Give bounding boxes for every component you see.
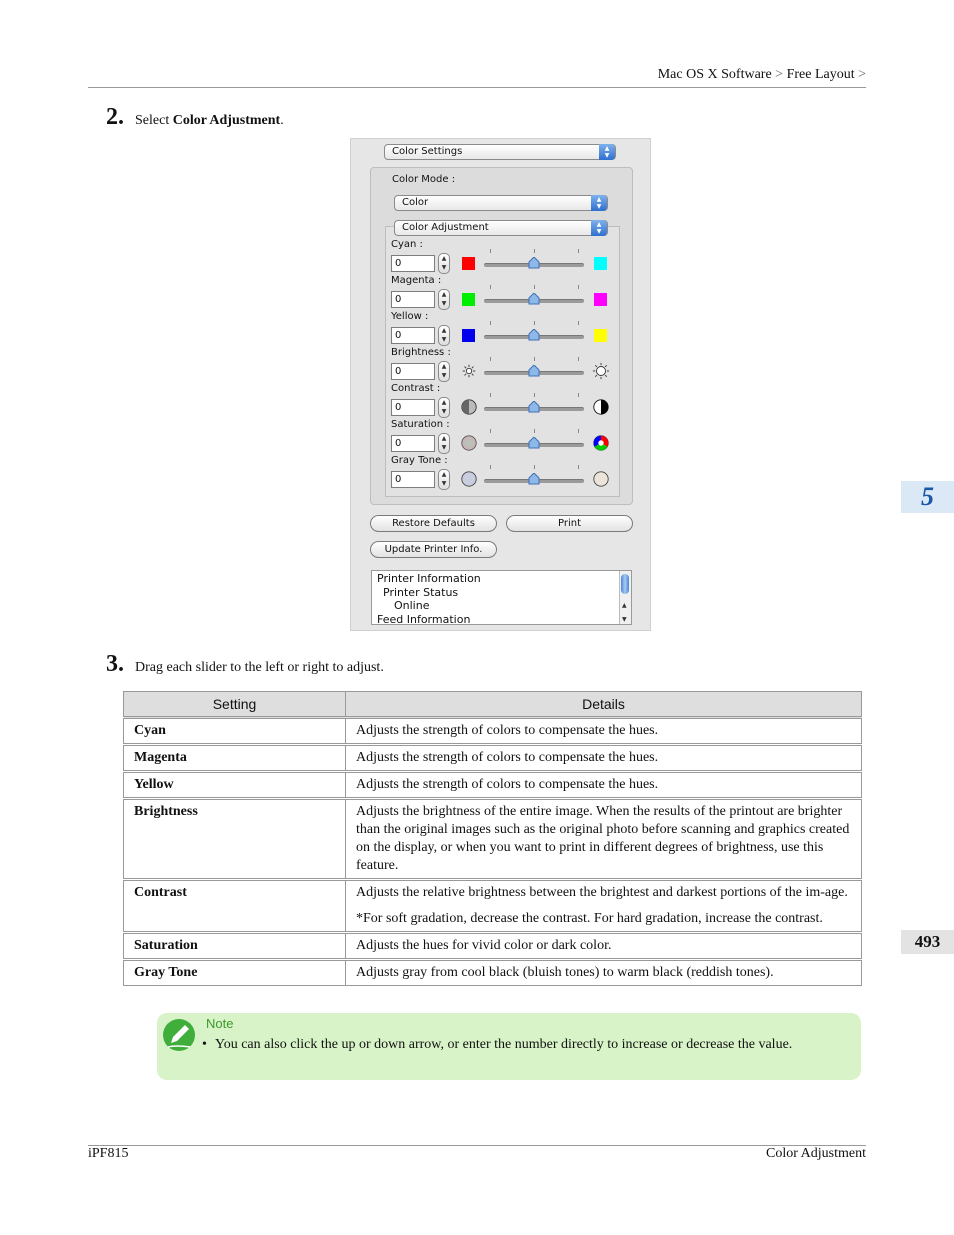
slider-tick [578, 285, 579, 289]
slider-value-input[interactable]: 0 [391, 435, 435, 452]
table-row [124, 880, 862, 933]
cool-gray-icon [460, 470, 478, 491]
slider-tick [578, 249, 579, 253]
setting-details: Adjusts the brightness of the entire image. When the results of the printout are brighter than the original images such as the original photo before scanning and graphics created on the display, or when you want to print in different degrees of brightness, use this feature. [346, 799, 862, 880]
stepper-up-icon[interactable]: ▲ [441, 327, 447, 334]
slider-tick [490, 465, 491, 469]
slider-label: Contrast : [391, 383, 441, 394]
slider-knob[interactable] [528, 329, 540, 341]
dim-sun-icon [460, 362, 478, 383]
value-stepper[interactable] [438, 289, 450, 310]
slider-tick [578, 429, 579, 433]
value-stepper[interactable] [438, 433, 450, 454]
setting-details: Adjusts the strength of colors to compensate the hues. [346, 718, 862, 745]
slider-tick [578, 357, 579, 361]
setting-details-text: Adjusts the relative brightness between the brightest and darkest portions of the im-age. [356, 885, 848, 900]
stepper-down-icon[interactable]: ▼ [441, 264, 447, 271]
bright-sun-icon [592, 362, 610, 383]
column-header-setting: Setting [124, 692, 346, 718]
stepper-down-icon[interactable]: ▼ [441, 336, 447, 343]
value-stepper[interactable] [438, 397, 450, 418]
value-stepper[interactable] [438, 325, 450, 346]
breadcrumb-separator: > [775, 67, 784, 82]
stepper-down-icon[interactable]: ▼ [441, 300, 447, 307]
color-settings-panel [350, 138, 651, 631]
slider-tick [534, 465, 535, 469]
breadcrumb-separator: > [858, 67, 866, 82]
slider-tick [490, 285, 491, 289]
setting-details [346, 880, 862, 933]
list-item[interactable]: Printer Information [377, 572, 481, 585]
slider-value-input[interactable]: 0 [391, 327, 435, 344]
note-text [202, 1036, 852, 1054]
slider-tick [490, 393, 491, 397]
slider-label: Magenta : [391, 275, 442, 286]
list-item[interactable]: Online [394, 599, 430, 612]
chapter-tab[interactable]: 5 [901, 481, 954, 513]
value-stepper[interactable] [438, 361, 450, 382]
color-mode-select[interactable] [394, 195, 608, 211]
color-mode-label: Color Mode : [392, 174, 456, 185]
blue-swatch-icon [462, 329, 475, 342]
slider-tick [534, 321, 535, 325]
high-saturation-icon [592, 434, 610, 455]
header-rule [88, 87, 866, 88]
breadcrumb [658, 67, 866, 83]
table-row [124, 799, 862, 880]
scroll-down-arrow-icon[interactable]: ▼ [622, 616, 627, 623]
setting-name: Gray Tone [124, 960, 346, 986]
value-stepper[interactable] [438, 469, 450, 490]
slider-tick [534, 285, 535, 289]
select-arrows-icon: ▲ ▼ [591, 220, 607, 236]
setting-name: Magenta [124, 745, 346, 772]
note-title: Note [206, 1016, 234, 1031]
select-arrows-icon: ▲ ▼ [599, 144, 615, 160]
stepper-down-icon[interactable]: ▼ [441, 408, 447, 415]
stepper-up-icon[interactable]: ▲ [441, 255, 447, 262]
slider-tick [490, 357, 491, 361]
green-swatch-icon [462, 293, 475, 306]
step-2-bold: Color Adjustment [172, 113, 281, 128]
stepper-down-icon[interactable]: ▼ [441, 444, 447, 451]
table-row [124, 933, 862, 960]
print-button[interactable]: Print [506, 515, 633, 532]
setting-name: Contrast [124, 880, 346, 933]
step-2-prefix: Select [135, 113, 170, 128]
slider-value-input[interactable]: 0 [391, 363, 435, 380]
setting-name: Cyan [124, 718, 346, 745]
step-3-text: Drag each slider to the left or right to adjust. [135, 660, 384, 675]
red-swatch-icon [462, 257, 475, 270]
slider-label: Saturation : [391, 419, 450, 430]
adjustment-select-value: Color Adjustment [402, 222, 489, 233]
slider-tick [578, 393, 579, 397]
color-mode-select-value: Color [402, 197, 429, 208]
select-arrows-icon: ▲ ▼ [591, 195, 607, 211]
setting-details: Adjusts the strength of colors to compensate the hues. [346, 772, 862, 799]
stepper-down-icon[interactable]: ▼ [441, 480, 447, 487]
slider-value-input[interactable]: 0 [391, 471, 435, 488]
table-row [124, 745, 862, 772]
low-saturation-icon [460, 434, 478, 455]
slider-tick [534, 393, 535, 397]
slider-tick [534, 429, 535, 433]
scroll-up-arrow-icon[interactable]: ▲ [622, 602, 627, 609]
step-3-number: 3. [106, 651, 124, 677]
table-header-row [124, 692, 862, 718]
list-item[interactable]: Printer Status [383, 585, 459, 599]
restore-defaults-button[interactable]: Restore Defaults [370, 515, 497, 532]
slider-knob[interactable] [528, 365, 540, 377]
stepper-down-icon[interactable]: ▼ [441, 372, 447, 379]
slider-value-input[interactable]: 0 [391, 399, 435, 416]
slider-tick [534, 249, 535, 253]
stepper-up-icon[interactable]: ▲ [441, 399, 447, 406]
table-row [124, 960, 862, 986]
step-2-suffix: . [280, 113, 284, 128]
breadcrumb-item[interactable]: Mac OS X Software [657, 67, 772, 82]
footer-model: iPF815 [88, 1146, 129, 1161]
magenta-swatch-icon [594, 293, 607, 306]
slider-label: Cyan : [391, 239, 423, 250]
slider-label: Brightness : [391, 347, 451, 358]
table-row [124, 772, 862, 799]
setting-details-note: *For soft gradation, decrease the contrast. For hard gradation, increase the contrast. [356, 911, 823, 926]
list-scrollbar[interactable] [619, 571, 631, 624]
footer-rule [88, 1145, 866, 1146]
color-settings-select-value: Color Settings [392, 146, 463, 157]
slider-value-input[interactable]: 0 [391, 255, 435, 272]
printer-info-list[interactable] [371, 570, 632, 625]
setting-name: Brightness [124, 799, 346, 880]
setting-name: Yellow [124, 772, 346, 799]
slider-label: Yellow : [391, 311, 429, 322]
note-bullet: • [202, 1037, 207, 1052]
yellow-swatch-icon [594, 329, 607, 342]
slider-knob[interactable] [528, 257, 540, 269]
color-settings-select[interactable] [384, 144, 616, 160]
stepper-up-icon[interactable]: ▲ [441, 291, 447, 298]
scroll-thumb[interactable] [621, 574, 629, 594]
slider-tick [490, 429, 491, 433]
stepper-up-icon[interactable]: ▲ [441, 363, 447, 370]
column-header-details: Details [346, 692, 862, 718]
setting-details: Adjusts the strength of colors to compensate the hues. [346, 745, 862, 772]
setting-details: Adjusts the hues for vivid color or dark color. [346, 933, 862, 960]
slider-tick [578, 465, 579, 469]
settings-table [123, 691, 862, 986]
stepper-up-icon[interactable]: ▲ [441, 471, 447, 478]
table-row [124, 718, 862, 745]
slider-tick [534, 357, 535, 361]
slider-knob[interactable] [528, 293, 540, 305]
breadcrumb-item[interactable]: Free Layout [786, 67, 855, 82]
slider-tick [578, 321, 579, 325]
step-2-number: 2. [106, 104, 124, 130]
setting-name: Saturation [124, 933, 346, 960]
slider-knob[interactable] [528, 401, 540, 413]
value-stepper[interactable] [438, 253, 450, 274]
warm-gray-icon [592, 470, 610, 491]
page-number: 493 [901, 930, 954, 954]
setting-details: Adjusts gray from cool black (bluish tones) to warm black (reddish tones). [346, 960, 862, 986]
footer-section-title: Color Adjustment [766, 1146, 866, 1161]
adjustment-select[interactable] [394, 220, 608, 236]
note-body: You can also click the up or down arrow, or enter the number directly to increase or decrease the value. [215, 1037, 793, 1052]
slider-tick [490, 249, 491, 253]
step-2-text [135, 113, 284, 129]
low-contrast-icon [460, 398, 478, 419]
update-printer-info-button[interactable]: Update Printer Info. [370, 541, 497, 558]
stepper-up-icon[interactable]: ▲ [441, 435, 447, 442]
cyan-swatch-icon [594, 257, 607, 270]
list-item[interactable]: Feed Information [377, 612, 471, 626]
pencil-note-icon [162, 1018, 196, 1052]
slider-value-input[interactable]: 0 [391, 291, 435, 308]
slider-knob[interactable] [528, 473, 540, 485]
slider-label: Gray Tone : [391, 455, 448, 466]
slider-knob[interactable] [528, 437, 540, 449]
slider-tick [490, 321, 491, 325]
high-contrast-icon [592, 398, 610, 419]
